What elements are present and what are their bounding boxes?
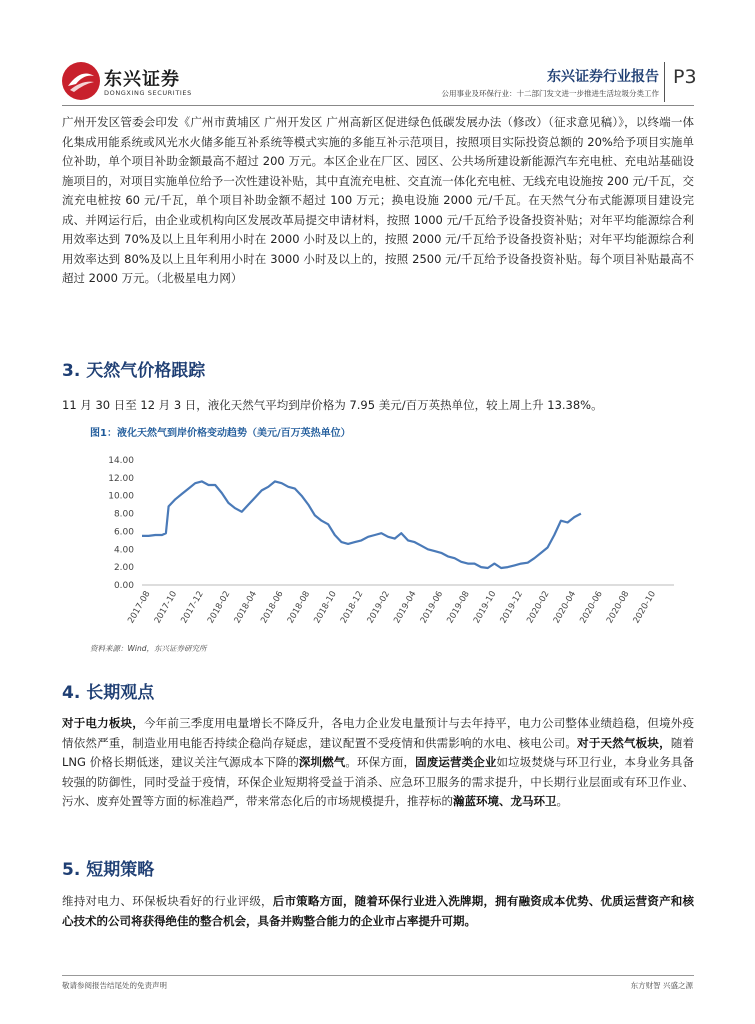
x-tick-label: 2019-06 bbox=[418, 589, 446, 626]
x-tick-label: 2017-10 bbox=[152, 589, 180, 626]
paragraph-short-term-strategy bbox=[62, 892, 694, 931]
report-subtitle: 公用事业及环保行业：十二部门发文进一步推进生活垃圾分类工作 bbox=[441, 89, 659, 98]
text-solid-waste: 如垃圾焚烧与环卫行业，本身业务具备较强的防御性，同时受益于疫情，环保企业短期将受益于消杀、应急环卫服务的需求提升，中长期行业层面或有环卫作业、污水、废弃处置等方面的标准趋严，带来常态化后的市场规模提升，推荐标的 bbox=[62, 755, 695, 808]
footer-slogan: 东方财智 兴盛之源 bbox=[630, 981, 693, 990]
text-environment: 。环保方面， bbox=[345, 755, 416, 769]
y-tick-label: 0.00 bbox=[113, 581, 134, 591]
logo-text-cn: 东兴证券 bbox=[104, 69, 180, 90]
report-title: 东兴证券行业报告 bbox=[547, 69, 659, 85]
x-tick-label: 2019-10 bbox=[471, 589, 499, 626]
x-tick-label: 2018-04 bbox=[232, 589, 259, 626]
header-rule bbox=[62, 105, 694, 106]
x-tick-label: 2020-04 bbox=[551, 589, 579, 626]
bold-shenzhen-gas: 深圳燃气 bbox=[298, 755, 346, 769]
x-tick-label: 2018-08 bbox=[285, 589, 313, 626]
bold-solid-waste: 固废运营类企业 bbox=[415, 755, 497, 769]
x-tick-label: 2019-02 bbox=[365, 589, 392, 626]
x-tick-label: 2017-08 bbox=[126, 589, 153, 626]
x-tick-label: 2018-10 bbox=[312, 589, 339, 626]
bold-recommended-stocks: 瀚蓝环境、龙马环卫 bbox=[453, 794, 557, 808]
x-tick-label: 2020-02 bbox=[525, 589, 552, 626]
paragraph-long-term-view bbox=[62, 714, 694, 812]
figure-source: 资料来源：Wind，东兴证券研究所 bbox=[90, 644, 207, 653]
x-tick-label: 2018-12 bbox=[338, 589, 366, 626]
figure-caption: 图1：液化天然气到岸价格变动趋势（美元/百万英热单位） bbox=[90, 428, 351, 439]
section-4-title: 4. 长期观点 bbox=[62, 683, 155, 703]
y-tick-label: 14.00 bbox=[108, 456, 134, 466]
paragraph-lng-price: 11 月 30 日至 12 月 3 日，液化天然气平均到岸价格为 7.95 美元/百万英热单位，较上周上升 13.38%。 bbox=[62, 398, 603, 412]
section-5-title: 5. 短期策略 bbox=[62, 860, 155, 880]
series-line-lng-price bbox=[142, 481, 581, 568]
y-tick-label: 8.00 bbox=[113, 509, 134, 520]
bold-power-sector: 对于电力板块， bbox=[62, 716, 144, 730]
lng-price-chart bbox=[88, 442, 688, 638]
x-tick-label: 2019-08 bbox=[445, 589, 472, 626]
paragraph-guangzhou-policy: 广州开发区管委会印发《广州市黄埔区 广州开发区 广州高新区促进绿色低碳发展办法（修改）（征求意见稿）》，以终端一体化集成用能系统或风光水火储多能互补系统等模式实施的多能互补示范项目，按照项目实际投资总额的 20%给予项目实施单位补助，单个项目补助金额最高不超过 200 万元。本区企业在厂区、园区、公共场所建设新能源汽车充电桩、充电站基础设施项目的，对项目实施单位给予一次性建设补贴，其中直流充电桩、交直流一体化充电桩、无线充电设施按 200 元/千瓦，交流充电桩按 60 元/千瓦，单个项目补助金额不超过 100 万元；换电设施 2000 元/千瓦。在天然气分布式能源项目建设完成、并网运行后，由企业或机构向区发展改革局提交申请材料，按照 1000 元/千瓦给予设备投资补贴；对年平均能源综合利用效率达到 70%及以上且年利用小时在 2000 小时及以上的，按照 2000 元/千瓦给予设备投资补贴；对年平均能源综合利用效率达到 80%及以上且年利用小时在 3000 小时及以上的，按照 2500 元/千瓦给予设备投资补贴。每个项目补贴最高不超过 2000 万元。（北极星电力网） bbox=[62, 115, 694, 285]
y-tick-label: 10.00 bbox=[108, 491, 134, 502]
text-power-sector: 今年前三季度用电量增长不降反升，各电力企业发电量预计与去年持平，电力公司整体业绩趋稳，但境外疫情依然严重，制造业用电能否持续企稳尚存疑虑，建议配置不受疫情和供需影响的水电、核电公司。 bbox=[62, 716, 694, 750]
logo-text-en: DONGXING SECURITIES bbox=[104, 89, 192, 97]
y-tick-label: 4.00 bbox=[113, 545, 134, 556]
x-tick-label: 2020-10 bbox=[631, 589, 658, 626]
x-tick-label: 2018-02 bbox=[205, 589, 233, 626]
x-tick-label: 2020-06 bbox=[578, 589, 605, 626]
dongxing-logo-icon bbox=[62, 62, 100, 100]
bold-gas-sector: 对于天然气板块， bbox=[577, 735, 671, 750]
page-header bbox=[0, 0, 755, 112]
x-tick-label: 2020-08 bbox=[604, 589, 632, 626]
y-tick-label: 12.00 bbox=[108, 473, 134, 484]
text-gas-sector: 随着 LNG 价格长期低迷，建议关注气源成本下降的 bbox=[62, 735, 695, 769]
bold-strategy: 后市策略方面，随着环保行业进入洗牌期，拥有融资成本优势、优质运营资产和核心技术的公司将获得绝佳的整合机会，具备并购整合能力的企业市占率提升可期。 bbox=[62, 894, 694, 928]
x-tick-label: 2019-04 bbox=[392, 589, 419, 626]
header-divider bbox=[664, 62, 665, 102]
page-number: P3 bbox=[673, 66, 697, 88]
x-tick-label: 2018-06 bbox=[259, 589, 286, 626]
section-3-title: 3. 天然气价格跟踪 bbox=[62, 361, 206, 381]
y-tick-label: 2.00 bbox=[113, 563, 134, 574]
x-tick-label: 2019-12 bbox=[498, 589, 525, 626]
text-end: 。 bbox=[556, 794, 568, 808]
x-tick-label: 2017-12 bbox=[179, 589, 206, 626]
footer-rule bbox=[62, 975, 694, 976]
y-tick-label: 6.00 bbox=[113, 527, 134, 538]
text-rating: 维持对电力、环保板块看好的行业评级， bbox=[62, 894, 273, 908]
footer-disclaimer: 敬请参阅报告结尾处的免责声明 bbox=[62, 981, 167, 990]
